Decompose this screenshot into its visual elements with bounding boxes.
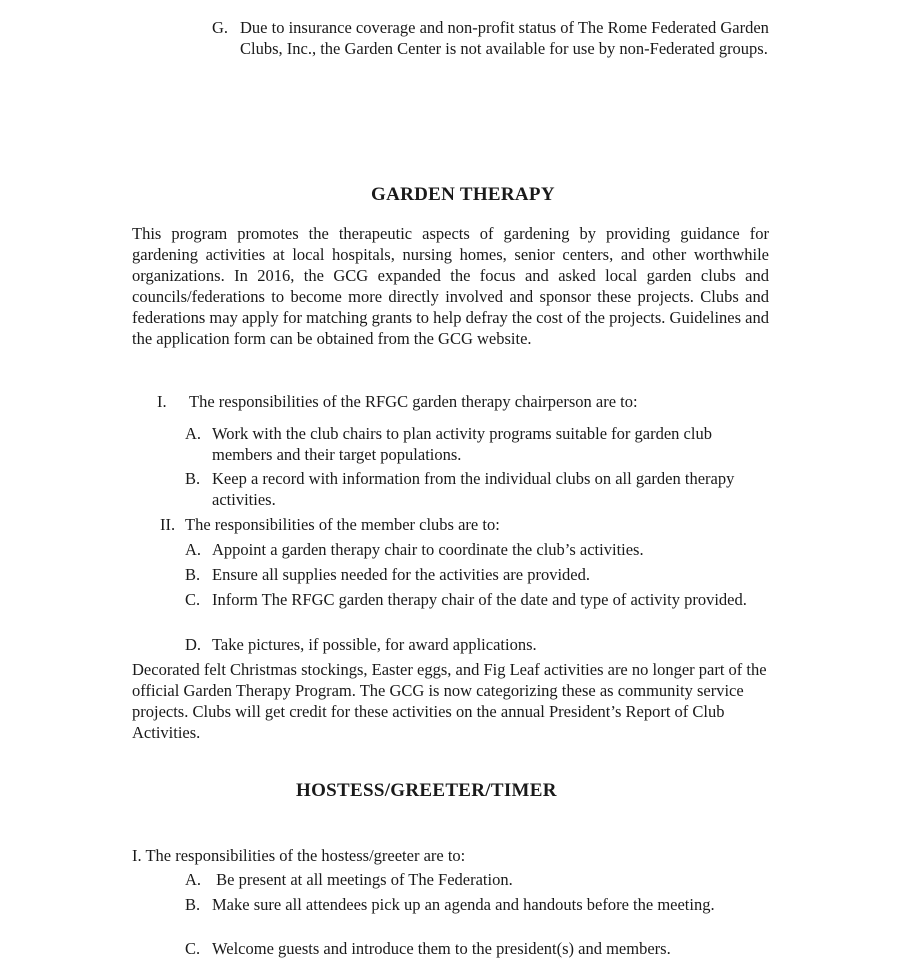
list-marker: B. xyxy=(185,895,201,914)
list-item-text: Take pictures, if possible, for award applications. xyxy=(212,635,537,654)
section-heading-hostess: HOSTESS/GREETER/TIMER xyxy=(296,780,557,801)
list-marker: A. xyxy=(185,870,202,889)
list-marker: B. xyxy=(185,469,201,488)
garden-therapy-intro: This program promotes the therapeutic aspects of gardening by providing guidance for gardening activities at local hospitals, nursing homes, senior centers, and other worthwhile organizations. In 2016, the GCG expanded the focus and asked local garden clubs and councils/federations to become more directly involved and sponsor these projects. Clubs and federations may apply for matching grants to help defray the cost of the projects. Guidelines and the application form can be obtained from the GCG website. xyxy=(132,224,769,348)
list-item-text: Due to insurance coverage and non-profit status of The Rome Federated Garden Clubs, Inc., the Garden Center is not available for use by non-Federated groups. xyxy=(240,18,769,58)
list-item xyxy=(185,468,775,510)
section-ii-heading xyxy=(160,514,760,535)
list-item xyxy=(185,423,775,465)
section-heading-garden-therapy: GARDEN THERAPY xyxy=(371,184,555,205)
list-marker: D. xyxy=(185,635,202,654)
section-i-heading xyxy=(157,391,757,412)
list-item-text: Work with the club chairs to plan activity programs suitable for garden club members and their target populations. xyxy=(212,424,712,464)
list-item xyxy=(185,634,775,655)
list-item xyxy=(185,894,775,915)
list-item xyxy=(185,938,775,959)
hostess-section-i-heading: I. The responsibilities of the hostess/greeter are to: xyxy=(132,846,466,865)
list-item xyxy=(185,869,775,890)
list-item-text: Keep a record with information from the individual clubs on all garden therapy activities. xyxy=(212,469,735,509)
list-marker: A. xyxy=(185,540,202,559)
list-marker: B. xyxy=(185,565,201,584)
list-item-text: Welcome guests and introduce them to the president(s) and members. xyxy=(212,939,671,958)
list-item-g xyxy=(212,17,772,59)
list-item-text: Ensure all supplies needed for the activities are provided. xyxy=(212,565,590,584)
list-marker: C. xyxy=(185,590,201,609)
list-item-text: Make sure all attendees pick up an agenda and handouts before the meeting. xyxy=(212,895,715,914)
list-marker: II. xyxy=(160,515,176,534)
list-item-text: Inform The RFGC garden therapy chair of the date and type of activity provided. xyxy=(212,590,747,609)
list-marker: A. xyxy=(185,424,202,443)
section-text: The responsibilities of the member clubs are to: xyxy=(185,515,500,534)
list-marker: G. xyxy=(212,18,229,37)
list-marker: C. xyxy=(185,939,201,958)
list-item-text: Be present at all meetings of The Federation. xyxy=(212,870,513,889)
list-item xyxy=(185,564,775,585)
section-text: The responsibilities of the RFGC garden therapy chairperson are to: xyxy=(189,392,638,411)
list-item xyxy=(185,539,775,560)
garden-therapy-closing: Decorated felt Christmas stockings, Easter eggs, and Fig Leaf activities are no longer part of the official Garden Therapy Program. The GCG is now categorizing these as community service projects. Clubs will get credit for these activities on the annual President’s Report of Club Activities. xyxy=(132,660,767,742)
list-marker: I. xyxy=(157,392,167,411)
list-item xyxy=(185,589,775,610)
list-item-text: Appoint a garden therapy chair to coordinate the club’s activities. xyxy=(212,540,644,559)
